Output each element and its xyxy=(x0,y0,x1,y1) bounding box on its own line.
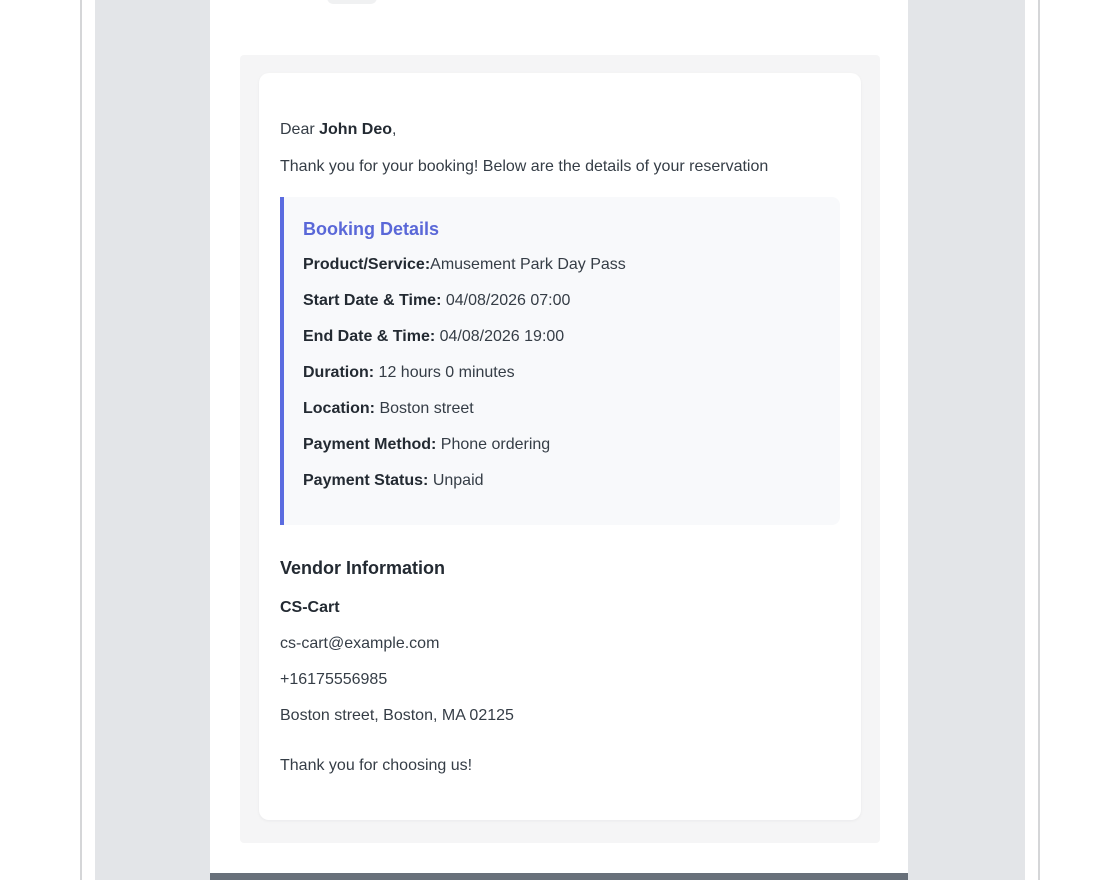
booking-row-location xyxy=(303,397,821,421)
booking-row-product xyxy=(303,253,821,277)
row-label: Product/Service: xyxy=(303,256,431,273)
row-value: Amusement Park Day Pass xyxy=(430,256,626,273)
row-value: 04/08/2026 07:00 xyxy=(441,292,571,309)
vendor-email: cs-cart@example.com xyxy=(280,635,440,652)
intro-text: Thank you for your booking! Below are the details of your reservation xyxy=(280,158,769,175)
vendor-phone: +16175556985 xyxy=(280,671,388,688)
row-value: Phone ordering xyxy=(436,436,551,453)
vendor-name: CS-Cart xyxy=(280,599,340,616)
email-footer-bar xyxy=(210,873,908,880)
email-container xyxy=(210,0,908,880)
vendor-section-title: Vendor Information xyxy=(280,558,446,578)
row-value: 12 hours 0 minutes xyxy=(374,364,515,381)
booking-details-box xyxy=(280,197,840,525)
logo-remnant xyxy=(327,0,377,4)
booking-details-title: Booking Details xyxy=(303,219,440,239)
message-card xyxy=(259,73,861,820)
customer-name: John Deo xyxy=(319,121,393,138)
booking-row-payment-status xyxy=(303,469,821,493)
row-label: Duration: xyxy=(303,364,375,381)
greeting-suffix: , xyxy=(392,121,397,138)
email-content-card xyxy=(240,55,880,843)
vendor-address: Boston street, Boston, MA 02125 xyxy=(280,707,514,724)
booking-row-duration xyxy=(303,361,821,385)
row-label: Location: xyxy=(303,400,375,417)
row-value: Unpaid xyxy=(428,472,484,489)
row-label: Start Date & Time: xyxy=(303,292,442,309)
row-label: Payment Method: xyxy=(303,436,437,453)
greeting-prefix: Dear xyxy=(280,121,320,138)
email-body-background xyxy=(95,0,1025,880)
greeting xyxy=(280,118,840,142)
booking-row-payment-method xyxy=(303,433,821,457)
row-value: Boston street xyxy=(375,400,474,417)
row-value: 04/08/2026 19:00 xyxy=(435,328,565,345)
closing-text: Thank you for choosing us! xyxy=(280,757,473,774)
booking-row-end xyxy=(303,325,821,349)
row-label: Payment Status: xyxy=(303,472,429,489)
email-preview-panel[interactable] xyxy=(80,0,1040,880)
row-label: End Date & Time: xyxy=(303,328,436,345)
booking-row-start xyxy=(303,289,821,313)
